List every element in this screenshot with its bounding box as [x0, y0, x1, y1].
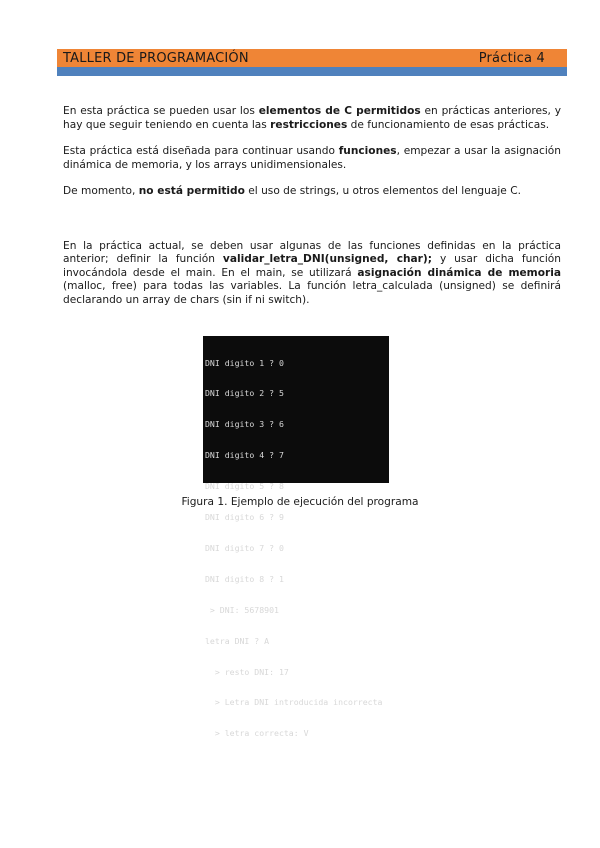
paragraph-allowed-elements: En esta práctica se pueden usar los elementos de C permitidos en prácticas anteriores, y hay que seguir teniendo en cuenta las restricciones de funcionamiento de esas prácticas. — [63, 105, 562, 131]
terminal-line: > resto DNI: 17 — [205, 666, 289, 677]
practice-label: Práctica 4 — [478, 50, 545, 66]
terminal-line: DNI digito 7 ? 0 — [205, 542, 284, 553]
terminal-line: DNI digito 6 ? 9 — [205, 512, 284, 523]
terminal-line: > Letra DNI introducida incorrecta — [205, 697, 383, 708]
paragraph-practice-goals: Esta práctica está diseñada para continuar usando funciones, empezar a usar la asignación dinámica de memoria, y los arrays unidimensionales. — [63, 145, 561, 171]
header-divider-bar — [57, 67, 567, 76]
terminal-line: DNI digito 2 ? 5 — [205, 388, 284, 399]
figure-caption: Figura 1. Ejemplo de ejecución del programa — [181, 496, 419, 508]
terminal-line: DNI digito 4 ? 7 — [205, 450, 284, 461]
terminal-line: DNI digito 1 ? 0 — [205, 357, 284, 368]
terminal-line: DNI digito 5 ? 8 — [205, 481, 284, 492]
paragraph-restrictions: De momento, no está permitido el uso de strings, u otros elementos del lenguaje C. — [63, 185, 521, 197]
terminal-line: DNI digito 8 ? 1 — [205, 573, 284, 584]
terminal-line: > letra correcta: V — [205, 728, 309, 739]
terminal-line: DNI digito 3 ? 6 — [205, 419, 284, 430]
terminal-line: letra DNI ? A — [205, 635, 270, 646]
page-header — [57, 49, 567, 67]
terminal-line: > DNI: 5678901 — [205, 604, 279, 615]
course-title: TALLER DE PROGRAMACIÓN — [63, 50, 249, 66]
paragraph-task-description: En la práctica actual, se deben usar algunas de las funciones definidas en la práctica anterior; definir la función validar_letra_DNI(unsigned, char); y usar dicha función invocándola desde el main. En el main, se utilizará asignación dinámica de memoria (malloc, free) para todas las variables. La función letra_calculada (unsigned) se definirá declarando un array de chars (sin if ni switch). — [63, 240, 561, 306]
